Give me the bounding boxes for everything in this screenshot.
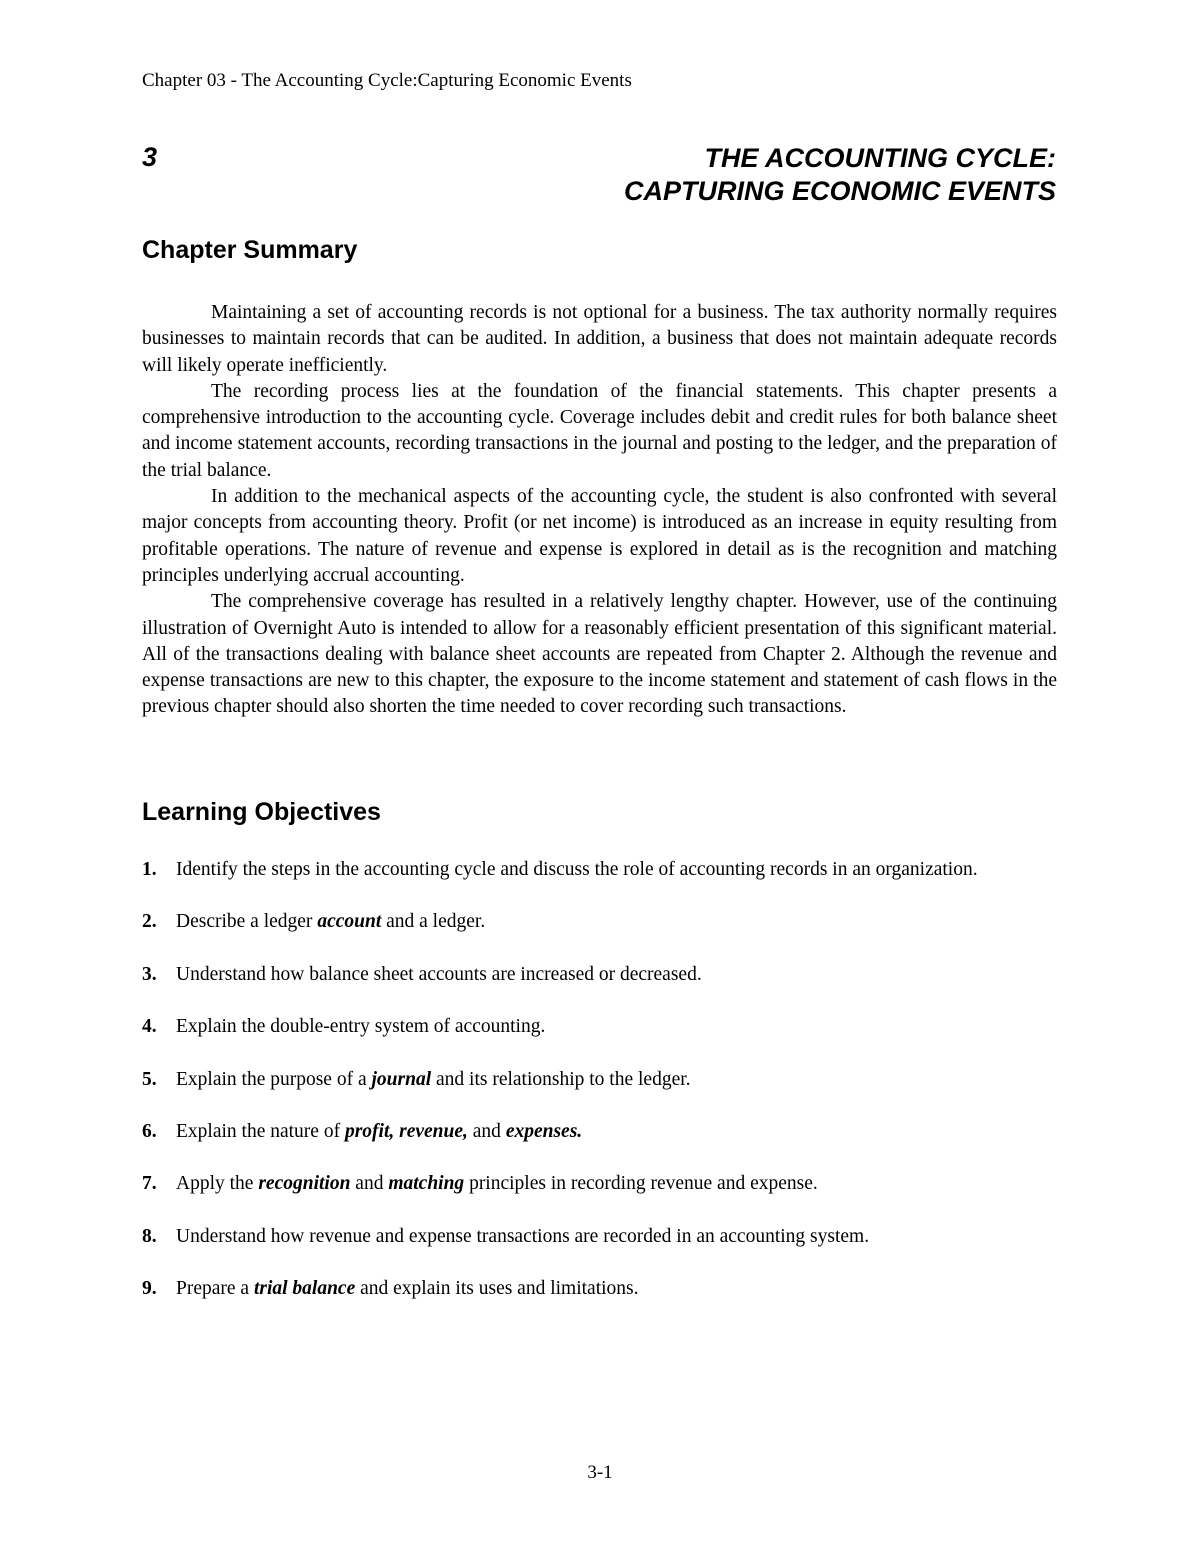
objective-item <box>142 1276 1042 1302</box>
objective-item <box>142 1224 1042 1250</box>
objective-text: Understand how balance sheet accounts are increased or decreased. <box>176 963 702 985</box>
objective-text: Explain the nature of <box>176 1120 345 1142</box>
objective-number: 6. <box>142 1120 157 1142</box>
objective-text: Describe a ledger <box>176 911 318 933</box>
summary-paragraph: Maintaining a set of accounting records is not optional for a business. The tax authority normally requires businesses to maintain records that can be audited. In addition, a business that does not maintain adequate records will likely operate inefficiently. <box>142 302 1057 376</box>
page-number: 3-1 <box>587 1462 613 1483</box>
objective-text: and a ledger. <box>381 911 486 933</box>
learning-objectives-list <box>142 857 1042 1329</box>
objective-text: Apply the <box>176 1173 259 1195</box>
objective-key-term: matching <box>388 1173 465 1195</box>
chapter-number: 3 <box>142 142 158 172</box>
objective-item <box>142 857 1042 883</box>
objective-item <box>142 1171 1042 1197</box>
objective-number: 4. <box>142 1016 157 1038</box>
objective-text: and <box>467 1120 506 1142</box>
summary-paragraph: The recording process lies at the foundation of the financial statements. This chapter presents a comprehensive introduction to the accounting cycle. Coverage includes debit and credit rules for both balance sheet and income statement accounts, recording transactions in the journal and posting to the ledger, and the preparation of the trial balance. <box>142 380 1057 481</box>
objective-text: Explain the purpose of a <box>176 1068 372 1090</box>
objective-number: 2. <box>142 911 157 933</box>
objective-item <box>142 1014 1042 1040</box>
objective-text: and its relationship to the ledger. <box>431 1068 691 1090</box>
objective-item <box>142 1119 1042 1145</box>
objective-text: and explain its uses and limitations. <box>355 1278 639 1300</box>
chapter-summary-body <box>142 300 1057 721</box>
objective-number: 7. <box>142 1173 157 1195</box>
objective-item <box>142 909 1042 935</box>
summary-paragraph: In addition to the mechanical aspects of the accounting cycle, the student is also confronted with several major concepts from accounting theory. Profit (or net income) is introduced as an increase in equity resulting from profitable operations. The nature of revenue and expense is explored in detail as is the recognition and matching principles underlying accrual accounting. <box>142 486 1057 586</box>
objective-number: 3. <box>142 963 157 985</box>
objective-key-term: journal <box>371 1068 432 1090</box>
objective-item <box>142 1067 1042 1093</box>
learning-objectives-heading: Learning Objectives <box>142 798 381 826</box>
summary-paragraph: The comprehensive coverage has resulted in a relatively lengthy chapter. However, use of the continuing illustration of Overnight Auto is intended to allow for a reasonably efficient presentation of this significant material. All of the transactions dealing with balance sheet accounts are repeated from Chapter 2. Although the revenue and expense transactions are new to this chapter, the exposure to the income statement and statement of cash flows in the previous chapter should also shorten the time needed to cover recording such transactions. <box>142 591 1057 718</box>
chapter-summary-heading: Chapter Summary <box>142 236 358 264</box>
chapter-title-line-1: THE ACCOUNTING CYCLE: <box>704 143 1056 173</box>
objective-key-term: account <box>317 911 382 933</box>
objective-text: principles in recording revenue and expense. <box>464 1173 818 1195</box>
objective-text: and <box>350 1173 389 1195</box>
objective-text: Identify the steps in the accounting cycle and discuss the role of accounting records in an organization. <box>176 859 978 880</box>
objective-number: 1. <box>142 859 157 880</box>
running-header: Chapter 03 - The Accounting Cycle:Capturing Economic Events <box>142 70 632 91</box>
objective-key-term: profit, revenue, <box>344 1120 468 1142</box>
objective-key-term: trial balance <box>253 1278 356 1300</box>
objective-item <box>142 962 1042 988</box>
objective-key-term: expenses. <box>505 1120 583 1142</box>
objective-text: Prepare a <box>176 1278 254 1300</box>
objective-text: Understand how revenue and expense transactions are recorded in an accounting system. <box>176 1225 870 1247</box>
chapter-title <box>624 142 1056 208</box>
objective-text: Explain the double-entry system of accounting. <box>176 1016 546 1038</box>
objective-number: 8. <box>142 1225 157 1247</box>
objective-key-term: recognition <box>258 1173 351 1195</box>
objective-number: 9. <box>142 1278 157 1300</box>
chapter-title-line-2: CAPTURING ECONOMIC EVENTS <box>623 176 1056 206</box>
objective-number: 5. <box>142 1068 157 1090</box>
